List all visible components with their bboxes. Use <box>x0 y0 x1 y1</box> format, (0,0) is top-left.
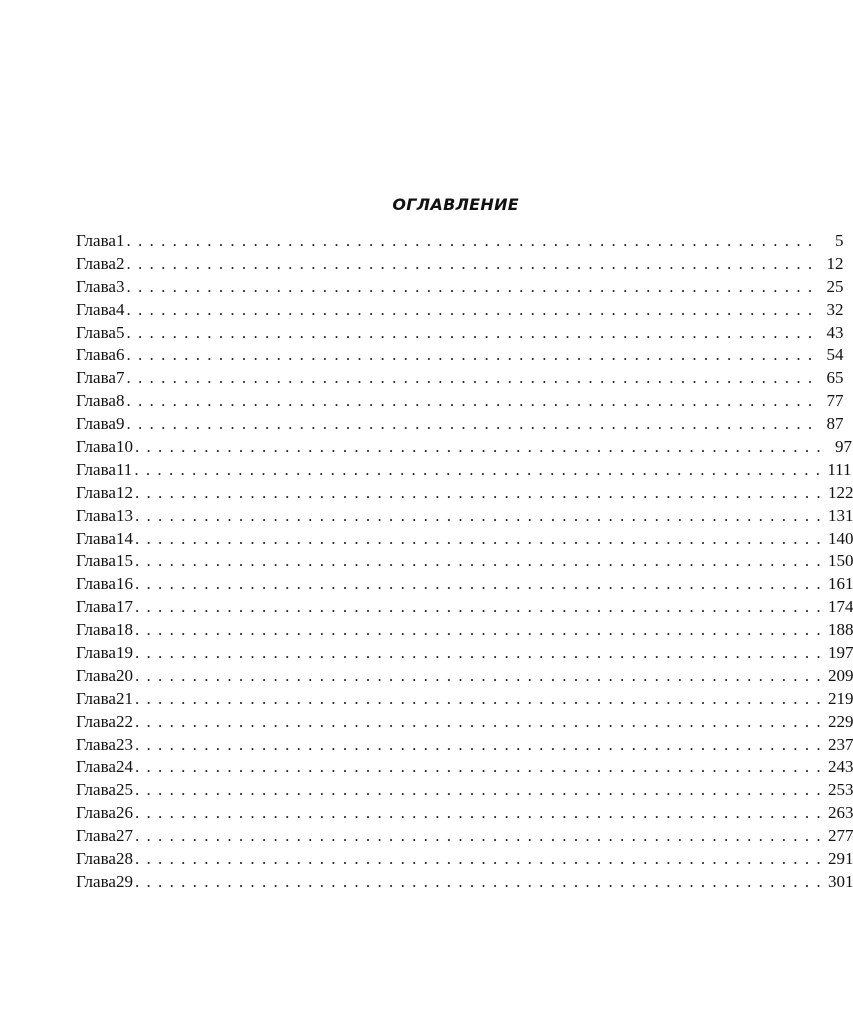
page-number: 237 <box>827 734 853 754</box>
page-number: 161 <box>827 574 853 594</box>
chapter-word: Глава <box>76 368 116 388</box>
dot-leader: ............................................................ <box>134 803 828 823</box>
chapter-number: 17 <box>115 597 133 617</box>
page-number: 174 <box>827 597 853 617</box>
toc-entry <box>76 871 853 894</box>
chapter-word: Глава <box>76 391 116 411</box>
chapter-word: Глава <box>76 299 116 319</box>
dot-leader: ............................................................ <box>134 711 828 731</box>
page-number: 301 <box>827 871 853 891</box>
chapter-word: Глава <box>76 780 116 800</box>
toc-entry <box>76 276 844 299</box>
toc-entry <box>76 642 853 665</box>
chapter-number: 6 <box>115 345 125 365</box>
toc-entry <box>76 756 853 779</box>
dot-leader: ............................................................ <box>126 322 820 342</box>
toc-entry <box>76 825 853 848</box>
toc-entry <box>76 573 853 596</box>
chapter-word: Глава <box>76 459 116 479</box>
page-number: 277 <box>827 826 853 846</box>
dot-leader: ............................................................ <box>126 276 820 296</box>
dot-leader: ............................................................ <box>134 871 828 891</box>
chapter-word: Глава <box>76 253 116 273</box>
chapter-number: 7 <box>115 368 125 388</box>
chapter-word: Глава <box>76 849 116 869</box>
dot-leader: ............................................................ <box>126 299 820 319</box>
page-number: 291 <box>827 849 853 869</box>
chapter-word: Глава <box>76 276 116 296</box>
page-number: 97 <box>834 437 852 457</box>
toc-entry <box>76 436 852 459</box>
chapter-word: Глава <box>76 322 116 342</box>
toc-entry <box>76 390 844 413</box>
dot-leader: ............................................................ <box>134 459 828 479</box>
chapter-word: Глава <box>76 528 116 548</box>
dot-leader: ............................................................ <box>134 482 828 502</box>
dot-leader: ............................................................ <box>134 849 828 869</box>
dot-leader: ............................................................ <box>126 368 820 388</box>
toc-entry <box>76 550 853 573</box>
chapter-number: 12 <box>115 482 133 502</box>
chapter-word: Глава <box>76 734 116 754</box>
page-number: 263 <box>827 803 853 823</box>
chapter-number: 26 <box>115 803 133 823</box>
toc-entry <box>76 619 853 642</box>
chapter-number: 28 <box>115 849 133 869</box>
chapter-number: 15 <box>115 551 133 571</box>
chapter-word: Глава <box>76 803 116 823</box>
toc-entry <box>76 322 844 345</box>
chapter-number: 11 <box>115 459 133 479</box>
chapter-word: Глава <box>76 757 116 777</box>
chapter-word: Глава <box>76 505 116 525</box>
toc-entry <box>76 802 853 825</box>
dot-leader: ............................................................ <box>134 505 828 525</box>
toc-entry <box>76 230 844 253</box>
chapter-word: Глава <box>76 345 116 365</box>
dot-leader: ............................................................ <box>134 734 828 754</box>
chapter-number: 23 <box>115 734 133 754</box>
page-number: 140 <box>827 528 853 548</box>
chapter-word: Глава <box>76 482 116 502</box>
toc-entry <box>76 688 853 711</box>
chapter-word: Глава <box>76 597 116 617</box>
chapter-number: 14 <box>115 528 133 548</box>
page-number: 43 <box>826 322 844 342</box>
page-number: 229 <box>827 711 853 731</box>
dot-leader: ............................................................ <box>134 757 828 777</box>
chapter-number: 18 <box>115 620 133 640</box>
page-number: 219 <box>827 688 853 708</box>
chapter-number: 4 <box>115 299 125 319</box>
chapter-number: 8 <box>115 391 125 411</box>
page-number: 87 <box>826 414 844 434</box>
toc-list <box>76 230 853 894</box>
toc-entry <box>76 413 844 436</box>
page-number: 111 <box>827 459 852 479</box>
chapter-number: 24 <box>115 757 133 777</box>
chapter-word: Глава <box>76 711 116 731</box>
dot-leader: ............................................................ <box>134 597 828 617</box>
chapter-word: Глава <box>76 871 116 891</box>
toc-entry <box>76 344 844 367</box>
chapter-number: 25 <box>115 780 133 800</box>
toc-entry <box>76 482 853 505</box>
chapter-number: 2 <box>115 253 125 273</box>
page-number: 188 <box>827 620 853 640</box>
toc-entry <box>76 596 853 619</box>
page-number: 150 <box>827 551 853 571</box>
page-number: 54 <box>826 345 844 365</box>
toc-entry <box>76 459 852 482</box>
page-number: 12 <box>826 253 844 273</box>
dot-leader: ............................................................ <box>134 551 828 571</box>
toc-entry <box>76 734 853 757</box>
chapter-word: Глава <box>76 688 116 708</box>
dot-leader: ............................................................ <box>134 688 828 708</box>
chapter-number: 10 <box>115 437 133 457</box>
chapter-word: Глава <box>76 414 116 434</box>
page-number: 77 <box>826 391 844 411</box>
page-number: 32 <box>826 299 844 319</box>
toc-entry <box>76 367 844 390</box>
page-number: 122 <box>827 482 853 502</box>
dot-leader: ............................................................ <box>126 391 820 411</box>
chapter-number: 20 <box>115 665 133 685</box>
dot-leader: ............................................................ <box>126 414 820 434</box>
dot-leader: ............................................................ <box>134 826 828 846</box>
dot-leader: ............................................................ <box>134 528 828 548</box>
dot-leader: ............................................................ <box>126 231 820 250</box>
page-number: 197 <box>827 643 853 663</box>
chapter-number: 27 <box>115 826 133 846</box>
toc-entry <box>76 665 853 688</box>
chapter-number: 1 <box>115 231 125 250</box>
dot-leader: ............................................................ <box>126 253 820 273</box>
page-number: 131 <box>827 505 853 525</box>
toc-entry <box>76 848 853 871</box>
page-number: 25 <box>826 276 844 296</box>
toc-entry <box>76 253 844 276</box>
chapter-number: 13 <box>115 505 133 525</box>
page-number: 243 <box>827 757 853 777</box>
page-number: 253 <box>827 780 853 800</box>
chapter-word: Глава <box>76 437 116 457</box>
chapter-word: Глава <box>76 643 116 663</box>
toc-entry <box>76 711 853 734</box>
dot-leader: ............................................................ <box>126 345 820 365</box>
chapter-number: 19 <box>115 643 133 663</box>
chapter-word: Глава <box>76 665 116 685</box>
page-number: 209 <box>827 665 853 685</box>
chapter-word: Глава <box>76 231 116 250</box>
dot-leader: ............................................................ <box>134 780 828 800</box>
chapter-word: Глава <box>76 574 116 594</box>
dot-leader: ............................................................ <box>134 574 828 594</box>
page-number: 65 <box>826 368 844 388</box>
chapter-word: Глава <box>76 551 116 571</box>
chapter-number: 3 <box>115 276 125 296</box>
dot-leader: ............................................................ <box>134 620 828 640</box>
chapter-number: 5 <box>115 322 125 342</box>
dot-leader: ............................................................ <box>134 643 828 663</box>
toc-entry <box>76 779 853 802</box>
dot-leader: ............................................................ <box>134 665 828 685</box>
toc-entry <box>76 299 844 322</box>
chapter-number: 22 <box>115 711 133 731</box>
toc-entry <box>76 505 853 528</box>
page-number: 5 <box>834 231 844 250</box>
chapter-number: 16 <box>115 574 133 594</box>
toc-entry <box>76 528 853 551</box>
chapter-word: Глава <box>76 620 116 640</box>
chapter-number: 9 <box>115 414 125 434</box>
chapter-word: Глава <box>76 826 116 846</box>
chapter-number: 21 <box>115 688 133 708</box>
toc-title: ОГЛАВЛЕНИЕ <box>392 195 519 214</box>
dot-leader: ............................................................ <box>134 437 828 457</box>
chapter-number: 29 <box>115 871 133 891</box>
